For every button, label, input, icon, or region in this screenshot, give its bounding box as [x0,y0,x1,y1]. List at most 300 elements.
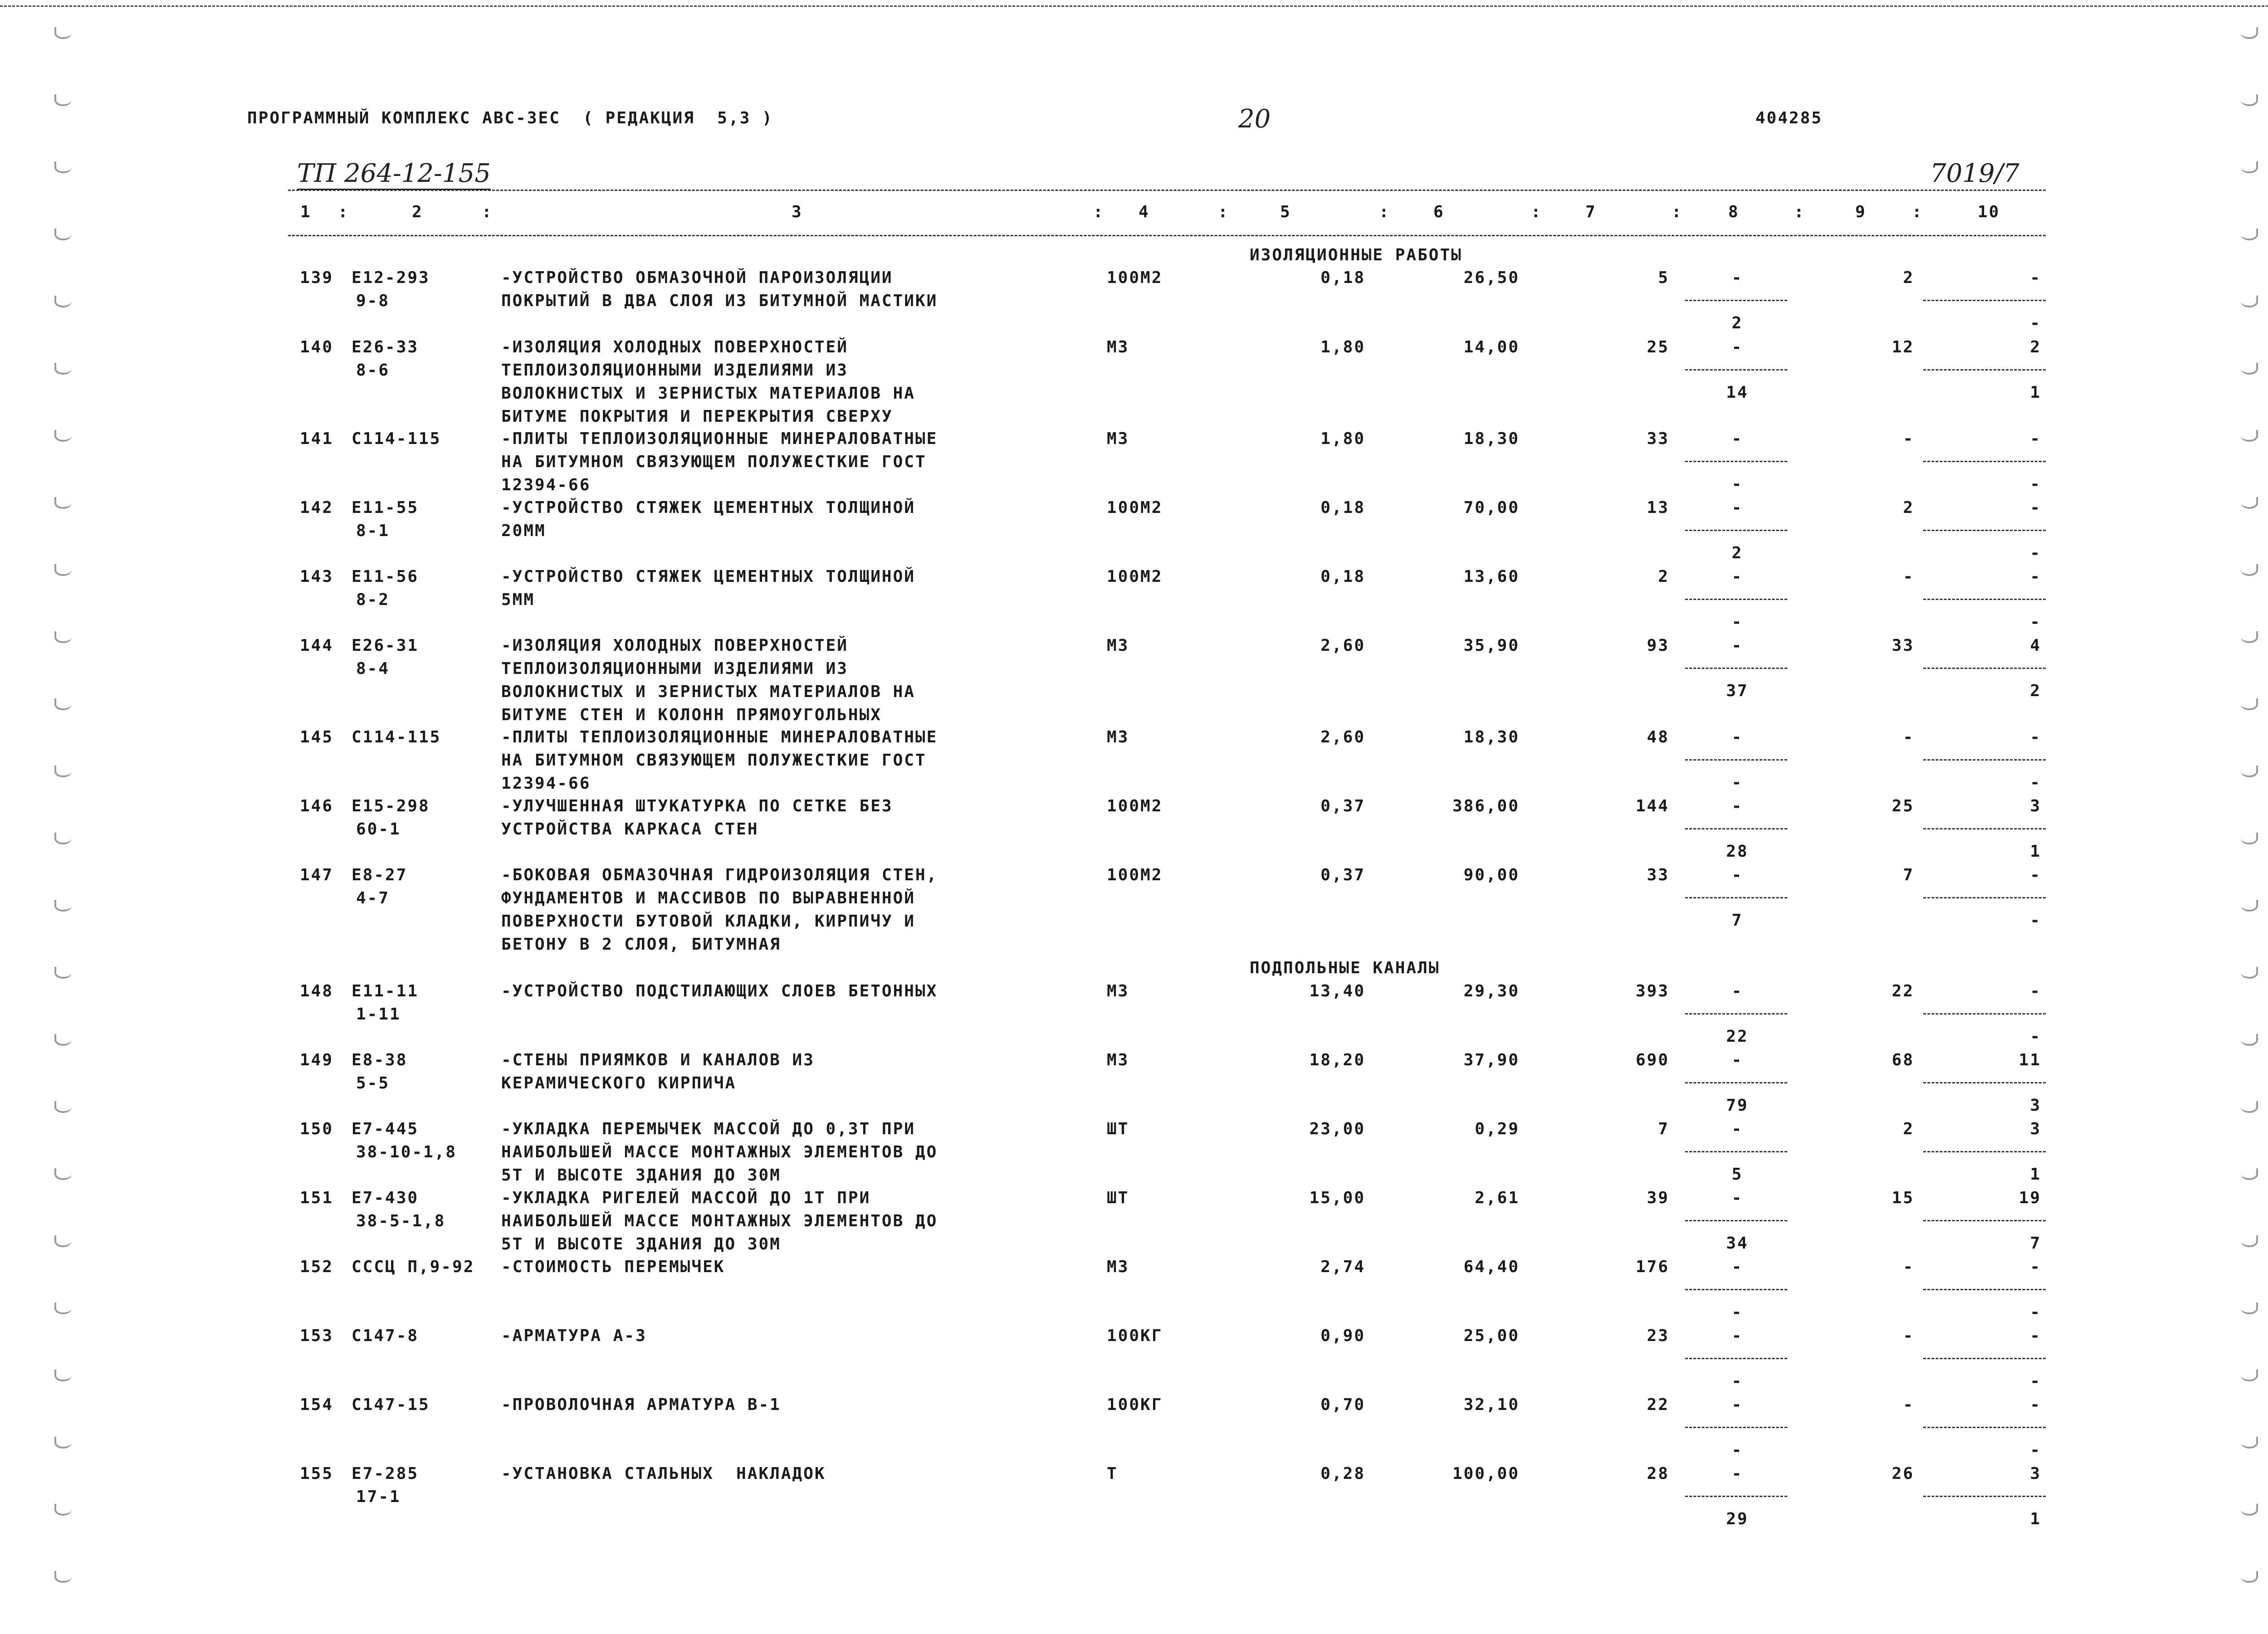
quantity: 2,60 [1320,728,1365,746]
perforation-hole [2241,363,2258,375]
row-number: 140 [299,338,333,356]
col8-upper: - [1731,1051,1743,1069]
unit-price: 37,90 [1463,1051,1520,1069]
total-cost: 39 [1647,1189,1669,1207]
perforation-hole [54,698,72,710]
work-description-line: -ИЗОЛЯЦИЯ ХОЛОДНЫХ ПОВЕРХНОСТЕЙ [501,636,848,655]
col10-upper: - [2030,728,2041,746]
col8-divider [1685,1496,1787,1497]
perforation-hole [2241,967,2258,979]
unit-of-measure: Т [1107,1464,1118,1483]
col10-divider [1923,1220,2046,1221]
column-separator: : [1794,203,1805,221]
column-header-7: 7 [1585,203,1597,221]
perforation-hole [54,94,72,106]
rate-code: Е15-298 [352,797,430,815]
total-cost: 393 [1635,982,1669,1000]
work-description-line: УСТРОЙСТВА КАРКАСА СТЕН [501,820,759,839]
column-separator: : [1531,203,1542,221]
rate-subcode: 1-11 [356,1005,401,1024]
work-description-line: -УСТРОЙСТВО СТЯЖЕК ЦЕМЕНТНЫХ ТОЛЩИНОЙ [501,567,915,586]
perforation-hole [2241,1168,2258,1180]
unit-price: 13,60 [1463,567,1520,586]
perforation-hole [54,1302,72,1314]
unit-of-measure: М3 [1107,636,1129,655]
col10-lower: 1 [2030,1510,2041,1528]
rate-code: Е11-55 [352,498,419,517]
perforation-hole [2241,564,2258,576]
perforation-hole [2241,1437,2258,1449]
col8-upper: - [1731,797,1743,815]
col10-divider [1923,530,2046,531]
unit-price: 32,10 [1463,1395,1520,1414]
row-number: 150 [299,1120,333,1138]
perforation-hole [54,564,72,576]
col10-upper: 4 [2030,636,2041,655]
work-description-line: 5Т И ВЫСОТЕ ЗДАНИЯ ДО 30М [501,1166,781,1185]
col8-divider [1685,897,1787,898]
unit-price: 25,00 [1463,1327,1520,1345]
perforation-hole [54,900,72,912]
col10-lower: - [2030,1441,2041,1459]
col8-lower: 22 [1726,1027,1749,1046]
work-description-line: ПОКРЫТИЙ В ДВА СЛОЯ ИЗ БИТУМНОЙ МАСТИКИ [501,292,938,310]
column-separator: : [1093,203,1105,221]
col8-lower: 14 [1726,383,1749,402]
work-description-line: -ПРОВОЛОЧНАЯ АРМАТУРА В-1 [501,1395,781,1414]
total-cost: 93 [1647,636,1669,655]
col8-lower: - [1731,1441,1743,1459]
quantity: 0,90 [1320,1327,1365,1345]
quantity: 18,20 [1309,1051,1365,1069]
col8-upper: - [1731,728,1743,746]
total-cost: 690 [1635,1051,1669,1069]
col10-lower: - [2030,544,2041,562]
col10-divider [1923,759,2046,761]
perforation-hole [54,1034,72,1046]
col10-upper: - [2030,429,2041,448]
unit-of-measure: ШТ [1107,1120,1129,1138]
col8-upper: - [1731,982,1743,1000]
rate-code: Е12-293 [352,268,430,287]
col8-lower: 7 [1731,911,1743,930]
column-separator: : [338,203,349,221]
col10-divider [1923,1082,2046,1083]
col10-upper: - [2030,1258,2041,1276]
column-header-5: 5 [1280,203,1291,221]
perforation-hole [54,1168,72,1180]
quantity: 0,37 [1320,866,1365,884]
rate-subcode: 38-5-1,8 [356,1212,446,1230]
col10-lower: 3 [2030,1096,2041,1115]
perforation-hole [2241,296,2258,307]
col9-value: 25 [1892,797,1914,815]
col8-divider [1685,1220,1787,1221]
col10-divider [1923,1013,2046,1015]
rate-subcode: 8-6 [356,361,390,380]
total-cost: 22 [1647,1395,1669,1414]
col8-upper: - [1731,1327,1743,1345]
col8-divider [1685,1289,1787,1290]
perforation-hole [2241,1034,2258,1046]
work-description-line: -АРМАТУРА А-3 [501,1327,647,1345]
rate-code: С114-115 [352,429,441,448]
col10-upper: - [2030,866,2041,884]
col10-divider [1923,897,2046,898]
quantity: 2,74 [1320,1258,1365,1276]
col8-upper: - [1731,498,1743,517]
unit-price: 18,30 [1463,429,1520,448]
col9-value: - [1903,1258,1914,1276]
row-number: 146 [299,797,333,815]
col8-lower: 2 [1731,314,1743,332]
col10-upper: - [2030,567,2041,586]
work-description-line: НАИБОЛЬШЕЙ МАССЕ МОНТАЖНЫХ ЭЛЕМЕНТОВ ДО [501,1212,938,1230]
unit-price: 64,40 [1463,1258,1520,1276]
col8-upper: - [1731,636,1743,655]
unit-of-measure: 100М2 [1107,268,1163,287]
perforation-hole [2241,94,2258,106]
col8-divider [1685,1151,1787,1152]
unit-of-measure: 100М2 [1107,567,1163,586]
rate-code: СССЦ П,9-92 [352,1258,475,1276]
perforation-hole [54,229,72,240]
work-description-line: -УСТРОЙСТВО ОБМАЗОЧНОЙ ПАРОИЗОЛЯЦИИ [501,268,893,287]
perforation-hole [2241,1101,2258,1113]
col9-value: 22 [1892,982,1914,1000]
perforation-hole [54,296,72,307]
row-number: 151 [299,1189,333,1207]
perforation-hole [54,1235,72,1247]
rate-code: Е8-27 [352,866,408,884]
work-description-line: -СТОИМОСТЬ ПЕРЕМЫЧЕК [501,1258,725,1276]
quantity: 0,37 [1320,797,1365,815]
tractor-feed-edge [0,5,2268,7]
unit-of-measure: 100М2 [1107,797,1163,815]
row-number: 152 [299,1258,333,1276]
perforation-hole [2241,766,2258,777]
total-cost: 176 [1635,1258,1669,1276]
total-cost: 2 [1658,567,1669,586]
quantity: 23,00 [1309,1120,1365,1138]
col10-lower: - [2030,911,2041,930]
document-code: 404285 [1755,109,1823,127]
quantity: 0,18 [1320,498,1365,517]
perforation-hole [54,1571,72,1583]
header-rule-top [288,190,2046,191]
col10-lower: - [2030,613,2041,631]
perforation-hole [2241,27,2258,39]
quantity: 15,00 [1309,1189,1365,1207]
quantity: 13,40 [1309,982,1365,1000]
unit-price: 35,90 [1463,636,1520,655]
col10-lower: 1 [2030,383,2041,402]
column-separator: : [1672,203,1683,221]
work-description-line: БЕТОНУ В 2 СЛОЯ, БИТУМНАЯ [501,935,781,954]
perforation-hole [2241,1504,2258,1516]
work-description-line: -УСТАНОВКА СТАЛЬНЫХ НАКЛАДОК [501,1464,826,1483]
row-number: 142 [299,498,333,517]
total-cost: 33 [1647,429,1669,448]
col8-divider [1685,461,1787,462]
col9-value: 15 [1892,1189,1914,1207]
unit-price: 70,00 [1463,498,1520,517]
row-number: 148 [299,982,333,1000]
col8-lower: - [1731,1303,1743,1322]
total-cost: 23 [1647,1327,1669,1345]
column-header-9: 9 [1855,203,1867,221]
work-description-line: 12394-66 [501,476,591,494]
rate-code: Е11-56 [352,567,419,586]
col8-divider [1685,369,1787,371]
perforation-hole [2241,1571,2258,1583]
col9-value: - [1903,1395,1914,1414]
perforation-hole [2241,1302,2258,1314]
project-code-text: ТП 264-12-155 [297,159,491,188]
unit-price: 14,00 [1463,338,1520,356]
total-cost: 25 [1647,338,1669,356]
col8-divider [1685,1427,1787,1428]
row-number: 149 [299,1051,333,1069]
perforation-hole [2241,430,2258,442]
total-cost: 33 [1647,866,1669,884]
col8-upper: - [1731,268,1743,287]
col10-lower: 1 [2030,1165,2041,1184]
rate-subcode: 60-1 [356,820,401,839]
quantity: 1,80 [1320,338,1365,356]
col8-divider [1685,828,1787,829]
total-cost: 28 [1647,1464,1669,1483]
column-separator: : [1912,203,1923,221]
row-number: 139 [299,268,333,287]
rate-code: Е11-11 [352,982,419,1000]
col10-lower: 7 [2030,1234,2041,1253]
work-description-line: 20ММ [501,522,546,540]
work-description-line: -ПЛИТЫ ТЕПЛОИЗОЛЯЦИОННЫЕ МИНЕРАЛОВАТНЫЕ [501,728,938,746]
perforation-hole [54,967,72,979]
col9-value: - [1903,429,1914,448]
col8-lower: 28 [1726,842,1749,861]
col9-value: 2 [1903,1120,1914,1138]
col8-divider [1685,1358,1787,1359]
work-description-line: ФУНДАМЕНТОВ И МАССИВОВ ПО ВЫРАВНЕННОЙ [501,889,915,907]
col8-upper: - [1731,1258,1743,1276]
perforation-hole [54,497,72,509]
col8-lower: - [1731,773,1743,792]
work-description-line: 5ММ [501,590,535,609]
sheet-reference: 7019/7 [1930,159,2020,188]
col10-divider [1923,1358,2046,1359]
col8-lower: - [1731,613,1743,631]
col8-lower: - [1731,475,1743,493]
rate-subcode: 8-4 [356,659,390,678]
col10-upper: - [2030,268,2041,287]
column-header-4: 4 [1139,203,1150,221]
perforation-hole [2241,833,2258,844]
page-number: 20 [1238,104,1271,134]
col10-upper: - [2030,982,2041,1000]
work-description-line: -УКЛАДКА РИГЕЛЕЙ МАССОЙ ДО 1Т ПРИ [501,1189,871,1207]
col8-lower: 29 [1726,1510,1749,1528]
col9-value: - [1903,728,1914,746]
work-description-line: -УСТРОЙСТВО СТЯЖЕК ЦЕМЕНТНЫХ ТОЛЩИНОЙ [501,498,915,517]
col8-divider [1685,599,1787,600]
unit-price: 18,30 [1463,728,1520,746]
unit-of-measure: М3 [1107,1051,1129,1069]
work-description-line: -УСТРОЙСТВО ПОДСТИЛАЮЩИХ СЛОЕВ БЕТОННЫХ [501,982,938,1000]
col9-value: 2 [1903,268,1914,287]
rate-code: Е7-430 [352,1189,419,1207]
quantity: 0,18 [1320,268,1365,287]
work-description-line: НА БИТУМНОМ СВЯЗУЮЩЕМ ПОЛУЖЕСТКИЕ ГОСТ [501,453,927,471]
row-number: 143 [299,567,333,586]
col10-divider [1923,369,2046,371]
col10-lower: 1 [2030,842,2041,861]
unit-price: 2,61 [1475,1189,1520,1207]
col8-lower: - [1731,1372,1743,1390]
row-number: 141 [299,429,333,448]
col10-upper: 19 [2019,1189,2041,1207]
col10-upper: - [2030,1327,2041,1345]
col10-upper: - [2030,1395,2041,1414]
column-separator: : [1218,203,1229,221]
work-description-line: КЕРАМИЧЕСКОГО КИРПИЧА [501,1074,737,1093]
perforation-hole [54,1437,72,1449]
col10-upper: 11 [2019,1051,2041,1069]
col10-divider [1923,461,2046,462]
total-cost: 5 [1658,268,1669,287]
rate-subcode: 38-10-1,8 [356,1143,457,1161]
unit-of-measure: М3 [1107,338,1129,356]
col9-value: 2 [1903,498,1914,517]
column-header-2: 2 [412,203,423,221]
row-number: 153 [299,1327,333,1345]
unit-of-measure: 100КГ [1107,1395,1163,1414]
work-description-line: ВОЛОКНИСТЫХ И ЗЕРНИСТЫХ МАТЕРИАЛОВ НА [501,683,915,701]
unit-price: 29,30 [1463,982,1520,1000]
rate-code: Е7-445 [352,1120,419,1138]
rate-code: С147-8 [352,1327,419,1345]
work-description-line: 5Т И ВЫСОТЕ ЗДАНИЯ ДО 30М [501,1235,781,1254]
work-description-line: НАИБОЛЬШЕЙ МАССЕ МОНТАЖНЫХ ЭЛЕМЕНТОВ ДО [501,1143,938,1161]
col10-divider [1923,599,2046,600]
work-description-line: ТЕПЛОИЗОЛЯЦИОННЫМИ ИЗДЕЛИЯМИ ИЗ [501,659,848,678]
column-header-1: 1 [300,203,312,221]
rate-subcode: 5-5 [356,1074,390,1093]
col8-lower: 37 [1726,682,1749,700]
perforation-hole [54,1504,72,1516]
unit-of-measure: М3 [1107,728,1129,746]
rate-subcode: 4-7 [356,889,390,907]
col10-upper: - [2030,498,2041,517]
total-cost: 144 [1635,797,1669,815]
col9-value: 33 [1892,636,1914,655]
row-number: 155 [299,1464,333,1483]
rate-code: С114-115 [352,728,441,746]
perforation-hole [54,833,72,844]
perforation-hole [54,1370,72,1381]
perforation-hole [2241,161,2258,173]
rate-code: С147-15 [352,1395,430,1414]
col10-lower: 2 [2030,682,2041,700]
perforation-hole [2241,900,2258,912]
col10-divider [1923,1151,2046,1152]
perforation-hole [2241,1235,2258,1247]
work-description-line: ВОЛОКНИСТЫХ И ЗЕРНИСТЫХ МАТЕРИАЛОВ НА [501,384,915,403]
header-rule-bottom [288,235,2046,236]
col8-upper: - [1731,1464,1743,1483]
quantity: 0,18 [1320,567,1365,586]
col8-lower: 79 [1726,1096,1749,1115]
work-description-line: ПОВЕРХНОСТИ БУТОВОЙ КЛАДКИ, КИРПИЧУ И [501,912,915,931]
col8-divider [1685,1082,1787,1083]
project-code [297,161,491,186]
perforation-hole [54,1101,72,1113]
perforation-hole [2241,497,2258,509]
rate-subcode: 9-8 [356,292,390,310]
col10-divider [1923,668,2046,669]
row-number: 144 [299,636,333,655]
col10-divider [1923,1427,2046,1428]
unit-price: 100,00 [1452,1464,1520,1483]
col8-upper: - [1731,1395,1743,1414]
work-description-line: 12394-66 [501,774,591,793]
col10-lower: - [2030,773,2041,792]
work-description-line: НА БИТУМНОМ СВЯЗУЮЩЕМ ПОЛУЖЕСТКИЕ ГОСТ [501,751,927,770]
section-channels: ПОДПОЛЬНЫЕ КАНАЛЫ [1250,959,1440,977]
work-description-line: -ПЛИТЫ ТЕПЛОИЗОЛЯЦИОННЫЕ МИНЕРАЛОВАТНЫЕ [501,429,938,448]
perforation-hole [54,161,72,173]
col8-divider [1685,300,1787,301]
work-description-line: -СТЕНЫ ПРИЯМКОВ И КАНАЛОВ ИЗ [501,1051,815,1069]
work-description-line: БИТУМЕ ПОКРЫТИЯ И ПЕРЕКРЫТИЯ СВЕРХУ [501,407,893,426]
rate-subcode: 8-2 [356,590,390,609]
col8-upper: - [1731,567,1743,586]
total-cost: 13 [1647,498,1669,517]
unit-of-measure: 100М2 [1107,866,1163,884]
col9-value: - [1903,1327,1914,1345]
perforation-hole [54,766,72,777]
unit-price: 0,29 [1475,1120,1520,1138]
rate-code: Е7-285 [352,1464,419,1483]
work-description-line: -УЛУЧШЕННАЯ ШТУКАТУРКА ПО СЕТКЕ БЕЗ [501,797,893,815]
rate-code: Е8-38 [352,1051,408,1069]
col10-lower: - [2030,475,2041,493]
col8-lower: 2 [1731,544,1743,562]
work-description-line: ТЕПЛОИЗОЛЯЦИОННЫМИ ИЗДЕЛИЯМИ ИЗ [501,361,848,380]
col10-lower: - [2030,1027,2041,1046]
col10-upper: 2 [2030,338,2041,356]
col10-upper: 3 [2030,1120,2041,1138]
unit-of-measure: 100КГ [1107,1327,1163,1345]
col9-value: 7 [1903,866,1914,884]
unit-price: 26,50 [1463,268,1520,287]
perforation-hole [2241,229,2258,240]
unit-of-measure: М3 [1107,982,1129,1000]
perforation-hole [2241,1370,2258,1381]
row-number: 154 [299,1395,333,1414]
perforation-hole [2241,631,2258,643]
work-description-line: БИТУМЕ СТЕН И КОЛОНН ПРЯМОУГОЛЬНЫХ [501,706,882,724]
col10-divider [1923,300,2046,301]
column-header-3: 3 [792,203,803,221]
perforation-hole [54,430,72,442]
col9-value: 26 [1892,1464,1914,1483]
col8-lower: 34 [1726,1234,1749,1253]
column-header-6: 6 [1433,203,1445,221]
col10-divider [1923,828,2046,829]
total-cost: 48 [1647,728,1669,746]
